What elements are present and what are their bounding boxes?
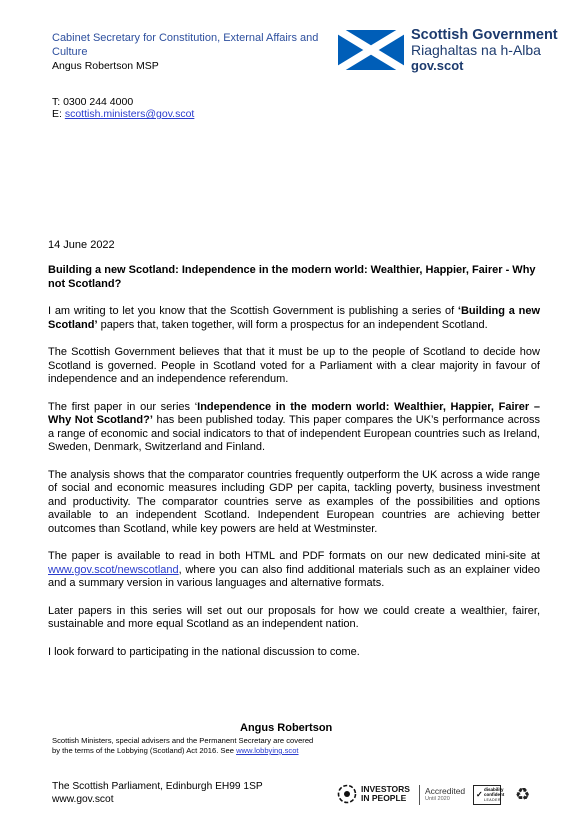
accreditation-logos	[337, 784, 547, 806]
footer-website: www.gov.scot	[52, 793, 114, 805]
email-prefix: E:	[52, 108, 65, 120]
logo-name-english: Scottish Government	[411, 27, 558, 43]
lobbying-notice: Scottish Ministers, special advisers and the Permanent Secretary are covered by the terms of the Lobbying (Scotland) Act 2016. See www.lobbying.scot	[52, 736, 314, 755]
footer-address	[52, 781, 263, 806]
minister-name: Angus Robertson MSP	[52, 60, 159, 72]
paragraph-5: The paper is available to read in both HTML and PDF formats on our new dedicated mini-site at www.gov.scot/newscotland, where you can also find additional materials such as an explainer video and a summary version in various languages and alternative formats.	[48, 550, 540, 589]
paragraph-1: I am writing to let you know that the Scottish Government is publishing a series of ‘Building a new Scotland’ papers that, taken together, will form a prospectus for an independent Scotland.	[48, 305, 541, 331]
lobbying-link[interactable]: www.lobbying.scot	[236, 746, 299, 755]
accredited-until: Until 2020	[425, 796, 450, 802]
telephone: T: 0300 244 4000	[52, 96, 134, 108]
paragraph-2: The Scottish Government believes that that it must be up to the people of Scotland to decide how Scotland is governed. People in Scotland voted for a Parliament with a clear majority in favour of independence and an independence referendum.	[48, 346, 540, 385]
paragraph-7: I look forward to participating in the national discussion to come.	[48, 645, 360, 658]
accredited-label: Accredited	[425, 786, 466, 796]
disability-confident-logo: ✓ disability confident LEADER	[473, 785, 501, 805]
parliament-address: The Scottish Parliament, Edinburgh EH99 1SP	[52, 781, 263, 792]
paragraph-6: Later papers in this series will set out our proposals for how we could create a wealthier, fairer, sustainable and more equal Scotland as an independent nation.	[48, 604, 540, 630]
recycle-icon: ♻	[515, 785, 531, 804]
letter-date: 14 June 2022	[48, 239, 115, 251]
logo-divider	[419, 785, 420, 805]
logo-website: gov.scot	[411, 58, 464, 73]
scottish-government-logo	[338, 27, 563, 72]
newscotland-link[interactable]: www.gov.scot/newscotland	[48, 563, 179, 576]
email-line	[52, 108, 194, 120]
paragraph-4: The analysis shows that the comparator countries frequently outperform the UK across a wide range of social and economic measures including GDP per capita, tackling poverty, business investment and productivity. The comparator countries serve as examples of the possibilities and options available to an independent Scotland. Independent European countries are achieving better outcomes than Scotland, while key powers are held at Westminster.	[48, 468, 540, 535]
paragraph-3: The first paper in our series ‘Independence in the modern world: Wealthier, Happier, Fairer – Why Not Scotland?’ has been published today. This paper compares the UK’s performance across a range of economic and social indicators to that of independent European countries such as Ireland, Sweden, Denmark, Switzerland and Finland.	[48, 400, 541, 453]
logo-name-gaelic: Riaghaltas na h-Alba	[411, 42, 541, 58]
contact-block	[52, 96, 194, 120]
investors-in-people-text: INVESTORS IN PEOPLE	[361, 784, 410, 803]
saltire-flag-icon	[338, 30, 404, 70]
cabinet-secretary-title: Cabinet Secretary for Constitution, External Affairs and Culture	[52, 32, 319, 58]
letter-heading: Building a new Scotland: Independence in the modern world: Wealthier, Happier, Fairer - Why not Scotland?	[48, 264, 536, 290]
signature: Angus Robertson	[240, 722, 333, 734]
investors-in-people-icon	[337, 784, 357, 804]
tick-icon: ✓	[476, 790, 483, 799]
letter-body	[48, 264, 540, 673]
email-link[interactable]: scottish.ministers@gov.scot	[64, 108, 195, 120]
